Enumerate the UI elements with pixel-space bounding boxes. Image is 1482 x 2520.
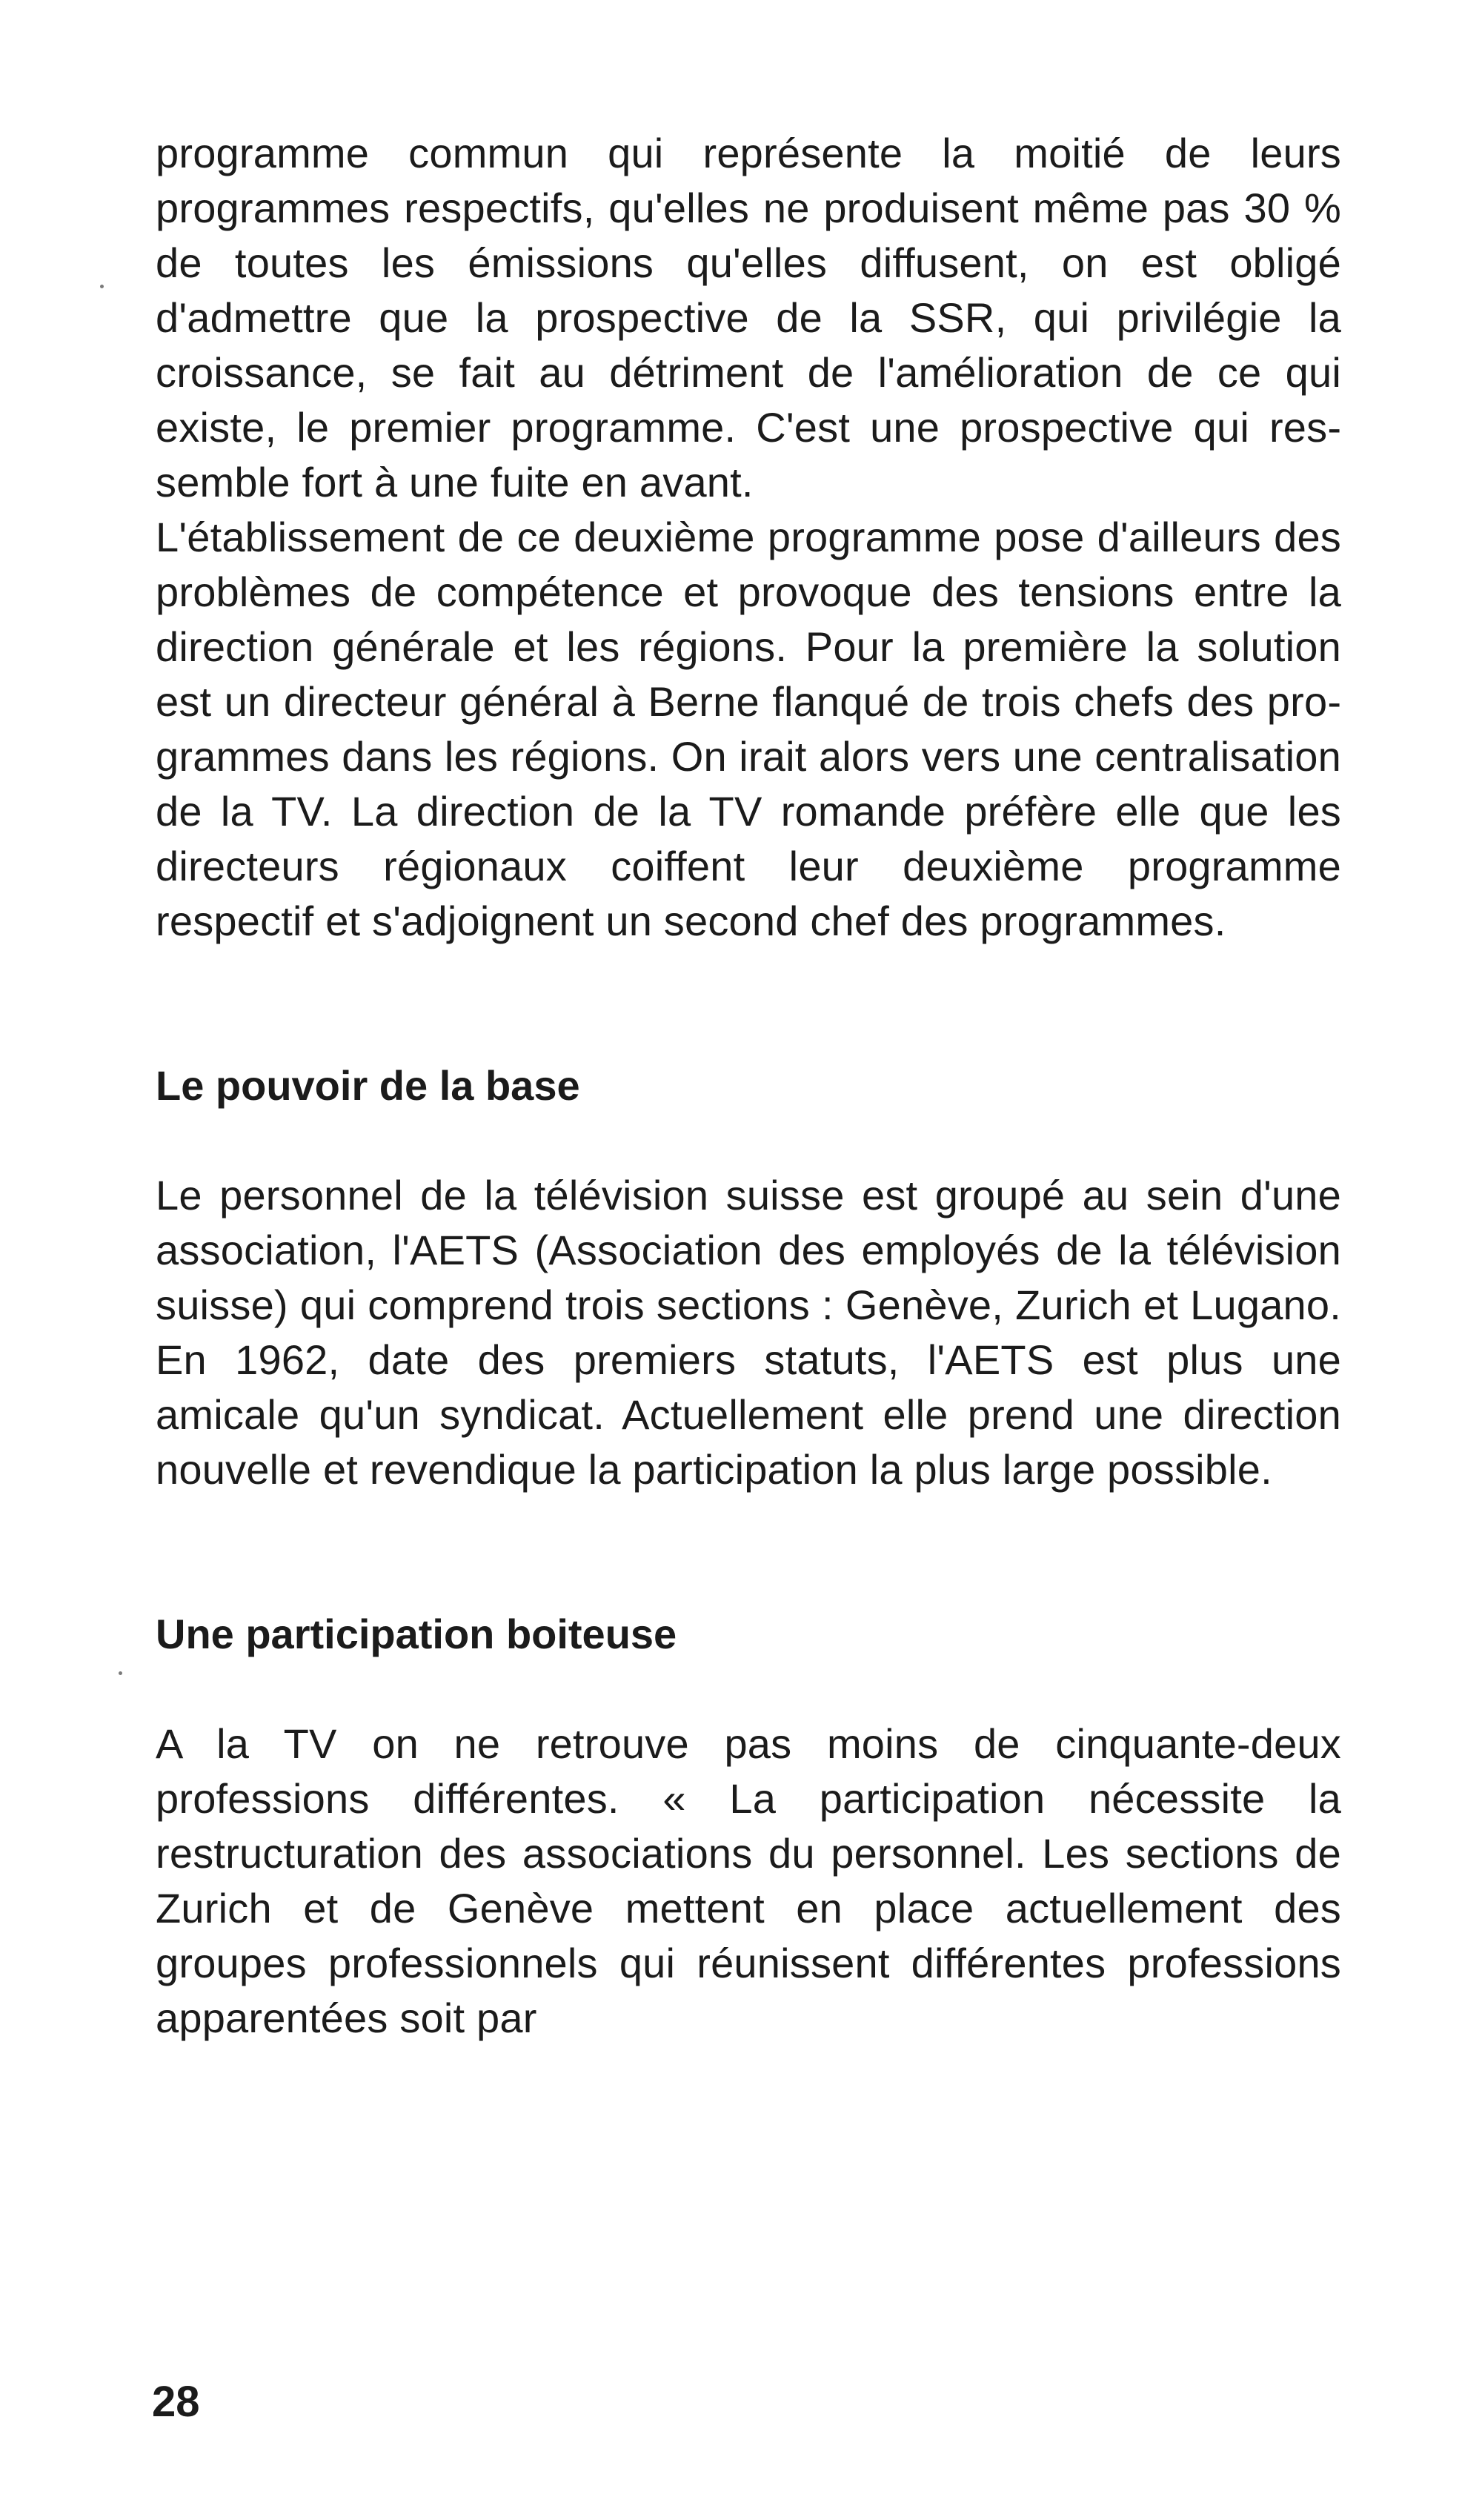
paragraph-prospective: programme commun qui représente la moitié de leurs programmes respectifs, qu'elles ne produisent même pas 30 % de toutes les émissions qu'elles diffusent, on est obligé d'admettre que la prospective de la SSR, qui privilégie la croissance, se fait au détriment de l'amélioration de ce qui existe, le premier programme. C'est une prospective qui ressemble fort à une fuite en avant. [156, 130, 1341, 505]
page-number: 28 [152, 2378, 200, 2426]
section-heading-pouvoir: Le pouvoir de la base [156, 1062, 580, 1109]
page-content [156, 126, 1341, 2046]
paragraph-aets: Le personnel de la télévision suisse est groupé au sein d'une association, l'AETS (Association des employés de la télévision suisse) qui comprend trois sections : Genève, Zurich et Lugano. En 1962, date des premiers statuts, l'AETS est plus une amicale qu'un syndicat. Actuellement elle prend une direction nouvelle et revendique la participation la plus large possible. [156, 1172, 1341, 1493]
section-heading-participation: Une participation boiteuse [156, 1611, 677, 1657]
paragraph-professions: A la TV on ne retrouve pas moins de cinquante-deux professions différentes. « La participation nécessite la restructuration des associations du personnel. Les sections de Zurich et de Genève mettent en place actuellement des groupes professionnels qui réunissent différentes professions apparentées soit par [156, 1720, 1341, 2041]
scan-speck [119, 1671, 122, 1675]
scan-speck [100, 285, 104, 288]
paragraph-second-programme: L'établissement de ce deuxième programme pose d'ailleurs des problèmes de compétence et provoque des tensions entre la direction générale et les régions. Pour la première la solution est un directeur général à Berne flanqué de trois chefs des programmes dans les régions. On irait alors vers une centralisation de la TV. La direction de la TV romande préfère elle que les directeurs régionaux coiffent leur deuxième programme respectif et s'adjoignent un second chef des programmes. [156, 514, 1341, 944]
